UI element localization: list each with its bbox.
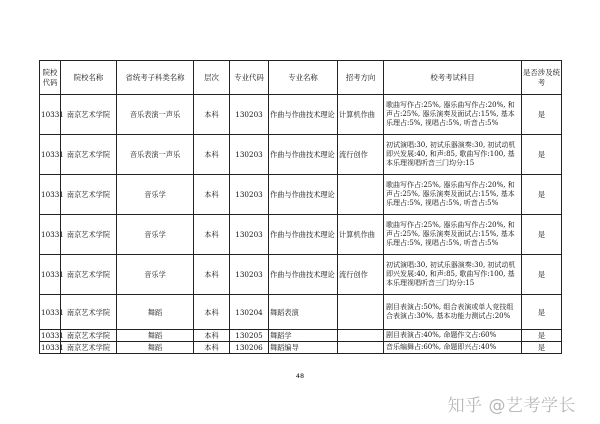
cell-school-code: 10331 (40, 135, 61, 175)
cell-category: 舞蹈 (117, 342, 194, 354)
watermark: 知乎 @艺考学长 (447, 396, 576, 416)
cell-direction (338, 295, 384, 330)
cell-school-code: 10331 (40, 95, 61, 135)
header-direction: 招考方向 (338, 61, 384, 95)
cell-unified: 是 (522, 342, 562, 354)
cell-school-name: 南京艺术学院 (61, 215, 117, 255)
cell-school-code: 10331 (41, 331, 64, 341)
cell-unified: 是 (522, 215, 562, 255)
cell-level: 本科 (194, 255, 230, 295)
header-major-code: 专业代码 (230, 61, 269, 95)
header-school-code: 院校代码 (40, 61, 61, 95)
cell-unified: 是 (522, 175, 562, 215)
table-row (40, 215, 562, 255)
cell-level: 本科 (194, 330, 230, 342)
cell-major-name: 作曲与作曲技术理论 (269, 175, 338, 215)
table-row (40, 295, 562, 330)
cell-major-name: 作曲与作曲技术理论 (269, 215, 338, 255)
cell-exam-items: 初试演唱:30, 初试乐器演奏:30, 初试动机即兴发展:40, 和声:85, 歌曲写作:100, 基本乐理视唱听音三门均分:15 (384, 255, 522, 295)
cell-school-name: 南京艺术学院 (61, 175, 117, 215)
page-number: 48 (295, 372, 305, 380)
cell-major-code: 130203 (230, 95, 269, 135)
cell-exam-items: 初试演唱:30, 初试乐器演奏:30, 初试动机即兴发展:40, 和声:85, 歌曲写作:100, 基本乐理视唱听音三门均分:15 (384, 135, 522, 175)
cell-category: 舞蹈 (117, 330, 194, 342)
cell-direction: 流行创作 (338, 255, 384, 295)
cell-direction: 计算机作曲 (338, 215, 384, 255)
cell-unified: 是 (522, 255, 562, 295)
cell-unified: 是 (522, 330, 562, 342)
cell-school-code: 10331 (40, 175, 61, 215)
header-exam-items: 校考考试科目 (384, 61, 522, 95)
cell-major-code: 130203 (230, 175, 269, 215)
header-level: 层次 (194, 61, 230, 95)
table-row (40, 255, 562, 295)
cell-category: 音乐表演一声乐 (117, 135, 194, 175)
cell-exam-items: 歌曲写作占:25%, 器乐曲写作占:20%, 和声占:25%, 器乐演奏及面试占:15%, 基本乐理占:5%, 视唱占:5%, 听音占:5% (384, 175, 522, 215)
cell-exam-items: 音乐编舞占:60%, 命题即兴占:40% (384, 342, 522, 354)
cell-exam-items: 剧目表演占:40%, 命题作文占:60% (384, 330, 522, 342)
table-row (40, 135, 562, 175)
header-school-name: 院校名称 (61, 61, 117, 95)
cell-major-name: 舞蹈学 (269, 330, 338, 342)
cell-category: 音乐学 (117, 175, 194, 215)
cell-category: 舞蹈 (117, 295, 194, 330)
cell-major-name: 舞蹈编导 (269, 342, 338, 354)
cell-school-name: 南京艺术学院 (61, 342, 117, 354)
table-row (40, 95, 562, 135)
cell-category: 音乐学 (117, 255, 194, 295)
header-category: 省统考子科类名称 (117, 61, 194, 95)
admissions-table (39, 60, 562, 354)
table-row (40, 330, 562, 342)
cell-direction: 流行创作 (338, 135, 384, 175)
table-row (40, 342, 562, 354)
cell-direction (338, 175, 384, 215)
cell-exam-items: 剧目表演占:50%, 组合表演或单人竞技组合表演占:30%, 基本功能力测试占:20% (384, 295, 522, 330)
cell-school-name: 南京艺术学院 (61, 255, 117, 295)
cell-school-code: 10331 (40, 295, 61, 330)
cell-school-code: 10331 (41, 343, 64, 353)
cell-direction (338, 330, 384, 342)
cell-level: 本科 (194, 295, 230, 330)
cell-level: 本科 (194, 215, 230, 255)
cell-direction (338, 342, 384, 354)
cell-unified: 是 (522, 95, 562, 135)
cell-school-name: 南京艺术学院 (61, 135, 117, 175)
cell-level: 本科 (194, 135, 230, 175)
header-major-name: 专业名称 (269, 61, 338, 95)
cell-level: 本科 (194, 342, 230, 354)
cell-major-name: 作曲与作曲技术理论 (269, 95, 338, 135)
cell-school-name: 南京艺术学院 (61, 295, 117, 330)
table-header-row (40, 61, 562, 95)
cell-major-name: 作曲与作曲技术理论 (269, 135, 338, 175)
cell-major-code: 130204 (230, 295, 269, 330)
cell-major-code: 130203 (230, 135, 269, 175)
table-row (40, 175, 562, 215)
cell-unified: 是 (522, 295, 562, 330)
cell-direction: 计算机作曲 (338, 95, 384, 135)
cell-exam-items: 歌曲写作占:25%, 器乐曲写作占:20%, 和声占:25%, 器乐演奏及面试占:15%, 基本乐理占:5%, 视唱占:5%, 听音占:5% (384, 215, 522, 255)
cell-major-code: 130203 (230, 255, 269, 295)
cell-major-code: 130205 (230, 330, 269, 342)
cell-category: 音乐表演一声乐 (117, 95, 194, 135)
cell-school-name: 南京艺术学院 (61, 330, 117, 342)
cell-school-code: 10331 (40, 215, 61, 255)
cell-school-name: 南京艺术学院 (61, 95, 117, 135)
cell-level: 本科 (194, 175, 230, 215)
cell-major-code: 130203 (230, 215, 269, 255)
cell-major-name: 舞蹈表演 (269, 295, 338, 330)
cell-major-code: 130206 (230, 342, 269, 354)
cell-school-code: 10331 (40, 255, 61, 295)
cell-unified: 是 (522, 135, 562, 175)
cell-exam-items: 歌曲写作占:25%, 器乐曲写作占:20%, 和声占:25%, 器乐演奏及面试占:15%, 基本乐理占:5%, 视唱占:5%, 听音占:5% (384, 95, 522, 135)
cell-major-name: 作曲与作曲技术理论 (269, 255, 338, 295)
cell-category: 音乐学 (117, 215, 194, 255)
header-unified: 是否涉及统考 (522, 61, 562, 95)
cell-level: 本科 (194, 95, 230, 135)
